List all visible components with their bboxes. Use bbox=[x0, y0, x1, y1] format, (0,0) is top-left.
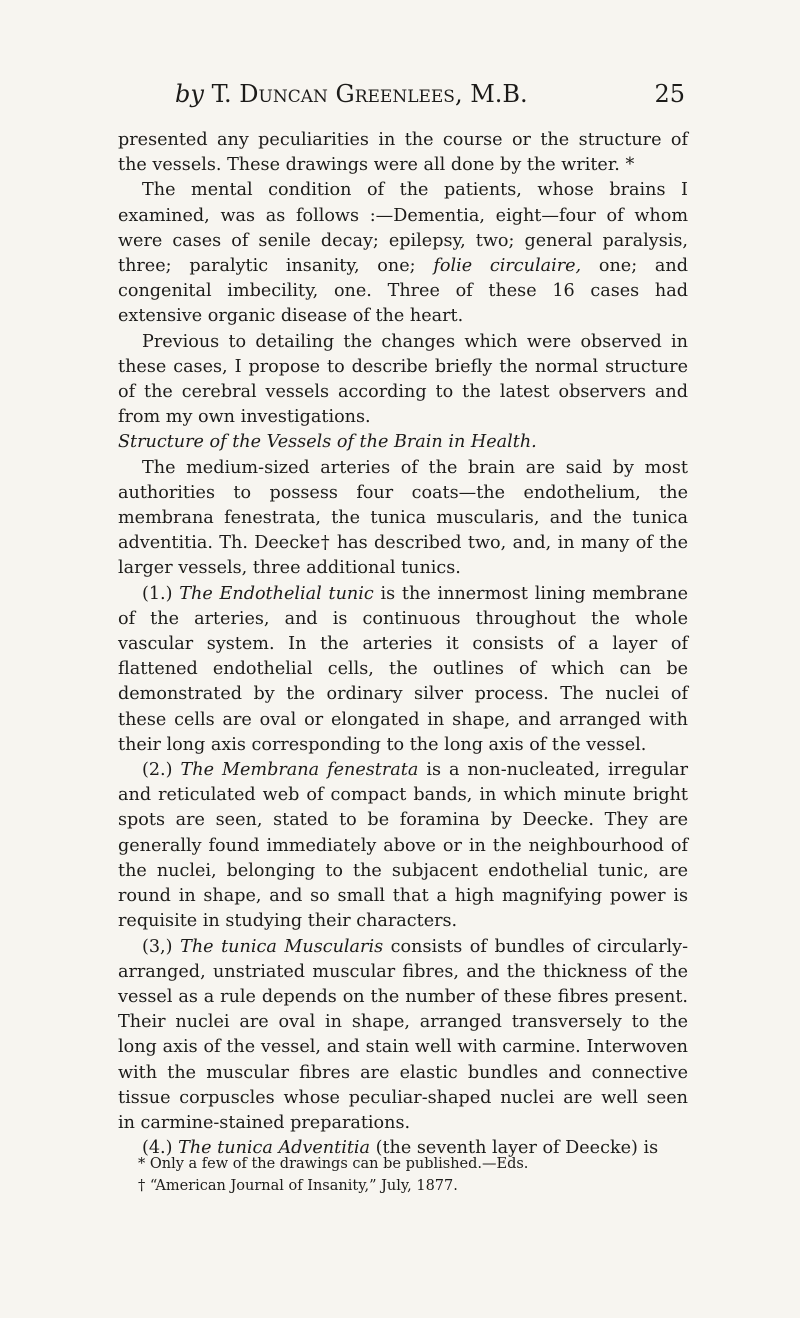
footnote: * Only a few of the drawings can be published.—Eds. bbox=[138, 1156, 529, 1172]
running-header bbox=[120, 80, 685, 124]
footnote: † “American Journal of Insanity,” July, 1877. bbox=[138, 1178, 458, 1194]
paragraph: Previous to detailing the changes which were observed in these cases, I propose to describe briefly the normal structure of the cerebral vessels according to the latest observers and from my own investigations. bbox=[118, 331, 688, 428]
item-number: (2.) bbox=[142, 760, 173, 781]
text-run: The mental condition of the patients, whose brains I examined, was as follows :—Dementia, eight—four of whom were cases of senile decay; epilepsy, two; general paralysis, three; paralytic insanity, one; bbox=[118, 180, 688, 277]
italic-text: The tunica Adventitia bbox=[178, 1138, 371, 1159]
text-run: one; and congenital imbecility, one. Three of these 16 cases had extensive organic disease of the heart. bbox=[118, 256, 688, 327]
item-number: (3,) bbox=[142, 936, 173, 957]
italic-text: folie circulaire, bbox=[433, 256, 582, 277]
header-author: T. Duncan Greenlees, M.B. bbox=[211, 80, 528, 108]
item-number: (4.) bbox=[142, 1138, 173, 1159]
header-title bbox=[175, 80, 528, 108]
text-run: consists of bundles of circularly-arranged, unstriated muscular fibres, and the thickness of the vessel as a rule depends on the number of these fibres present. Their nuclei are oval in shape, arranged transversely to the long axis of the vessel, and stain well with carmine. Interwoven with the muscular fibres are elastic bundles and connective tissue corpuscles whose peculiar-shaped nuclei are well seen in carmine-stained preparations. bbox=[118, 936, 689, 1133]
text-run: (the seventh layer of Deecke) is bbox=[375, 1138, 659, 1159]
italic-text: The Membrana fenestrata bbox=[180, 760, 419, 781]
footnotes bbox=[138, 1153, 698, 1197]
paragraph: The medium-sized arteries of the brain are said by most authorities to possess four coats—the endothelium, the membrana fenestrata, the tunica muscularis, and the tunica adventitia. Th. Deecke† has described two, and, in many of the larger vessels, three additional tunics. bbox=[118, 457, 688, 579]
text-run: is a non-nucleated, irregular and reticulated web of compact bands, in which minute bright spots are seen, stated to be foramina by Deecke. They are generally found immediately above or in the neighbourhood of the nuclei, belonging to the subjacent endothelial tunic, are round in shape, and so small that a high magnifying power is requisite in studying their characters. bbox=[118, 760, 689, 932]
paragraph bbox=[118, 935, 688, 1137]
italic-text: The Endothelial tunic bbox=[179, 583, 374, 604]
item-number: (1.) bbox=[142, 583, 173, 604]
text-run: is the innermost lining membrane of the arteries, and is continuous throughout the whole vascular system. In the arteries it consists of a layer of flattened endothelial cells, the outlines of which can be demonstrated by the ordinary silver process. The nuclei of these cells are oval or elongated in shape, and arranged with their long axis corresponding to the long axis of the vessel. bbox=[118, 583, 688, 755]
paragraph bbox=[118, 582, 688, 758]
page-number: 25 bbox=[654, 80, 685, 108]
header-by: by bbox=[175, 80, 204, 108]
body-text bbox=[118, 128, 688, 1161]
paragraph: presented any peculiarities in the course or the structure of the vessels. These drawings were all done by the writer. * bbox=[118, 130, 688, 176]
italic-text: The tunica Muscularis bbox=[180, 936, 384, 957]
paragraph bbox=[118, 178, 688, 329]
paragraph bbox=[118, 758, 688, 934]
section-heading: Structure of the Vessels of the Brain in Health. bbox=[118, 432, 537, 453]
